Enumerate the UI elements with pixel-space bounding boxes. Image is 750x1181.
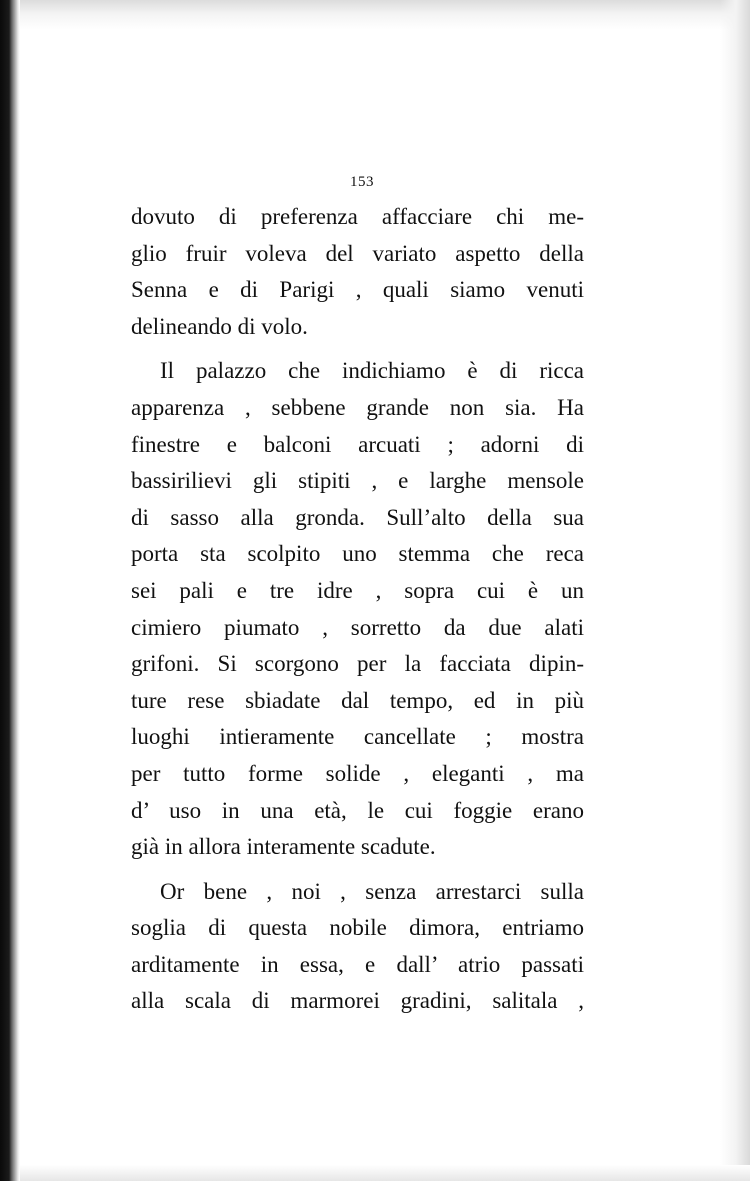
text-line: d’ uso in una età, le cui foggie erano xyxy=(131,797,584,823)
text-line: finestre e balconi arcuati ; adorni di xyxy=(131,431,584,457)
page-binding-edge xyxy=(0,0,20,1181)
text-line: arditamente in essa, e dall’ atrio passati xyxy=(131,951,584,977)
body-text xyxy=(131,199,584,1020)
page-top-shadow xyxy=(20,0,750,30)
paragraph-3 xyxy=(131,874,584,1020)
text-line: di sasso alla gronda. Sull’alto della sua xyxy=(131,504,584,530)
page-bottom-shadow xyxy=(20,1165,750,1181)
text-line: Il palazzo che indichiamo è di ricca xyxy=(160,358,584,384)
text-line: sei pali e tre idre , sopra cui è un xyxy=(131,577,584,603)
paragraph-1 xyxy=(131,199,584,345)
text-line: dovuto di preferenza affacciare chi me- xyxy=(131,204,584,229)
text-line: delineando di volo. xyxy=(131,313,308,339)
page-number: 153 xyxy=(350,174,374,190)
page-right-shadow xyxy=(720,0,750,1181)
paragraph-2 xyxy=(131,353,584,865)
text-line: porta sta scolpito uno stemma che reca xyxy=(131,541,584,567)
text-line: luoghi intieramente cancellate ; mostra xyxy=(131,724,584,750)
text-line: ture rese sbiadate dal tempo, ed in più xyxy=(131,687,584,713)
text-line: glio fruir voleva del variato aspetto della xyxy=(131,240,584,266)
text-line: già in allora interamente scadute. xyxy=(131,834,436,860)
text-line: Senna e di Parigi , quali siamo venuti xyxy=(131,277,584,303)
text-line: per tutto forme solide , eleganti , ma xyxy=(131,760,584,786)
text-line: apparenza , sebbene grande non sia. Ha xyxy=(131,394,584,420)
text-line: Or bene , noi , senza arrestarci sulla xyxy=(160,878,584,904)
text-line: cimiero piumato , sorretto da due alati xyxy=(131,614,584,640)
text-line: alla scala di marmorei gradini, salitala , xyxy=(131,988,584,1014)
text-line: grifoni. Si scorgono per la facciata dipin- xyxy=(131,651,584,677)
text-line: soglia di questa nobile dimora, entriamo xyxy=(131,915,584,941)
text-line: bassirilievi gli stipiti , e larghe mensole xyxy=(131,468,584,494)
